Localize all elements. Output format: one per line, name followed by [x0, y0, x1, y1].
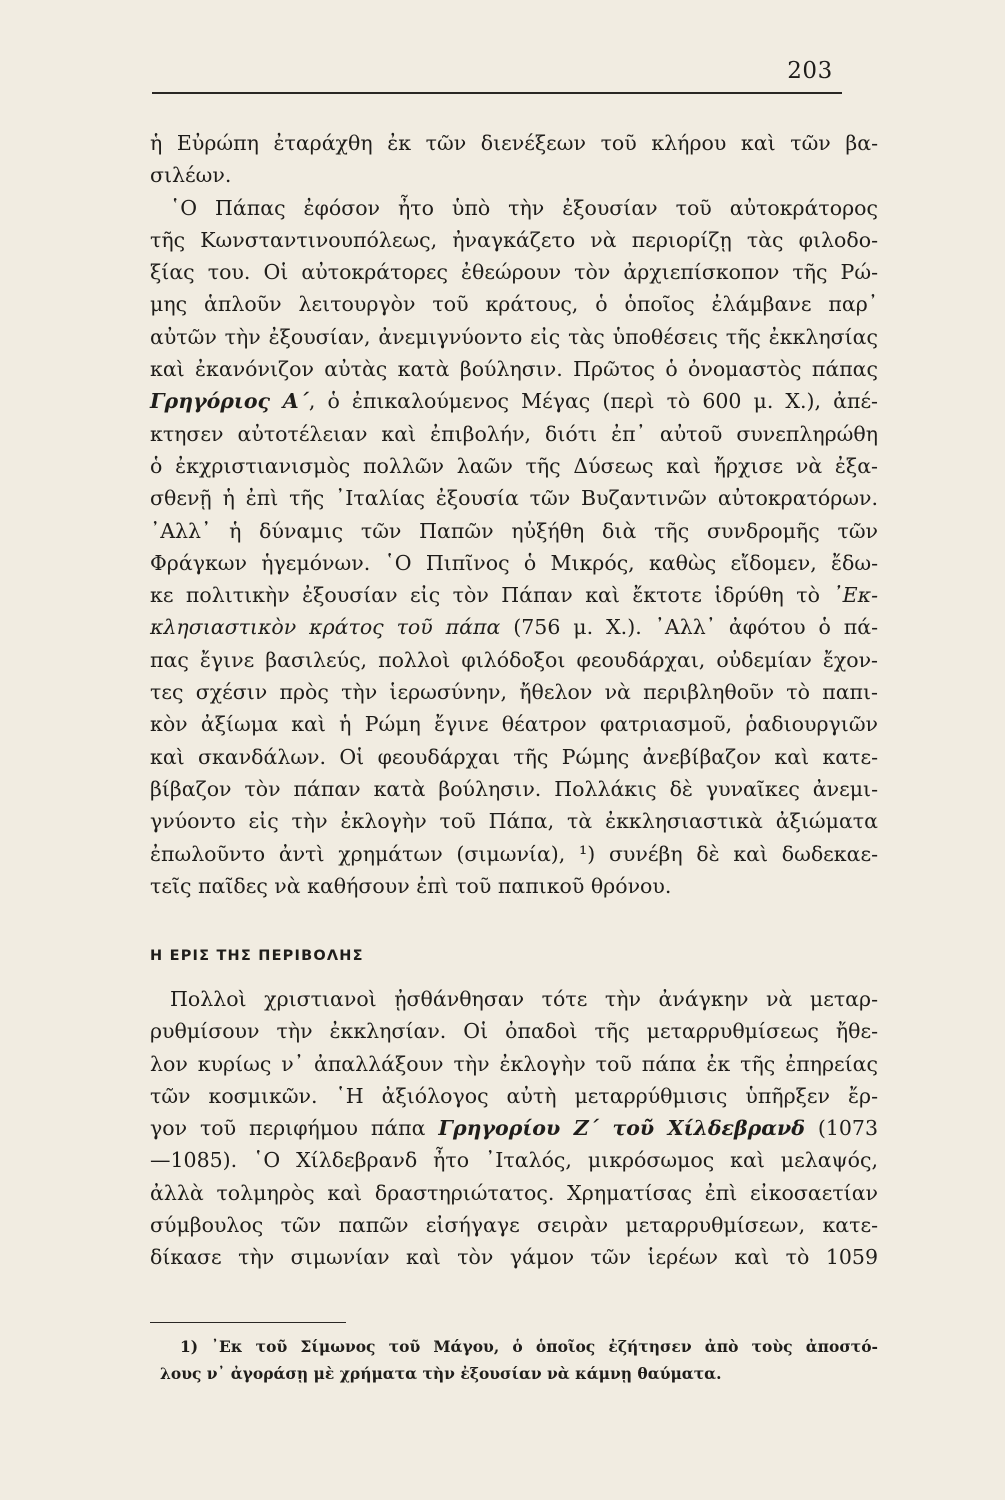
text-line: καὶ σκανδάλων. Οἱ φεουδάρχαι τῆς Ρώμης ἀνεβίβαζον καὶ κατε-	[150, 744, 878, 769]
text-line: τῶν κοσμικῶν. ῾Η ἀξιόλογος αὐτὴ μεταρρύθμισις ὑπῆρξεν ἔρ-	[150, 1083, 878, 1108]
text-line: κὸν ἀξίωμα καὶ ἡ Ρώμη ἔγινε θέατρον φατριασμοῦ, ῥαδιουργιῶν	[150, 712, 878, 737]
text-line	[150, 611, 878, 643]
text-line: δίκασε τὴν σιμωνίαν καὶ τὸν γάμον τῶν ἱερέων καὶ τὸ 1059	[150, 1245, 878, 1270]
text-fragment: (756 μ. Χ.). ᾽Αλλ᾽ ἀφότου ὁ πά-	[500, 615, 879, 640]
text-line: τῆς Κωνσταντινουπόλεως, ἠναγκάζετο νὰ περιορίζῃ τὰς φιλοδο-	[150, 227, 878, 252]
emphasis-gregory-vii: Γρηγορίου Ζ΄ τοῦ Χίλδεβρανδ	[438, 1116, 805, 1141]
footnote-text	[160, 1333, 878, 1387]
paragraph-reform	[150, 983, 878, 1274]
text-line	[150, 385, 878, 417]
footnote-line: λους ν᾽ ἀγοράσῃ μὲ χρήματα τὴν ἐξουσίαν νὰ κάμνῃ θαύματα.	[160, 1364, 722, 1383]
text-line: γνύοντο εἰς τὴν ἐκλογὴν τοῦ Πάπα, τὰ ἐκκλησιαστικὰ ἀξιώματα	[150, 809, 878, 834]
section-heading: Η ΕΡΙΣ ΤΗΣ ΠΕΡΙΒΟΛΗΣ	[150, 948, 364, 964]
text-line: Πολλοὶ χριστιανοὶ ᾐσθάνθησαν τότε τὴν ἀνάγκην νὰ μεταρ-	[170, 987, 878, 1011]
emphasis-gregory-i: Γρηγόριος Α΄	[150, 389, 309, 414]
text-line: ὁ ἐκχριστιανισμὸς πολλῶν λαῶν τῆς Δύσεως καὶ ἤρχισε νὰ ἐξα-	[150, 453, 878, 478]
text-line: ἡ Εὐρώπη ἐταράχθη ἐκ τῶν διενέξεων τοῦ κλήρου καὶ τῶν βα-	[150, 131, 878, 155]
text-fragment: (1073	[804, 1116, 878, 1141]
text-line: σθενῇ ἡ ἐπὶ τῆς ᾽Ιταλίας ἐξουσία τῶν Βυζαντινῶν αὐτοκρατόρων.	[150, 486, 878, 511]
footnote-line: 1) ᾽Εκ τοῦ Σίμωνος τοῦ Μάγου, ὁ ὁποῖος ἐζήτησεν ἀπὸ τοὺς ἀποστό-	[180, 1337, 878, 1356]
text-line: πας ἔγινε βασιλεύς, πολλοὶ φιλόδοξοι φεουδάρχαι, οὐδεμίαν ἔχον-	[150, 647, 878, 672]
emphasis-papal-state: ᾽Εκ-	[832, 583, 878, 608]
text-line: τεῖς παῖδες νὰ καθήσουν ἐπὶ τοῦ παπικοῦ θρόνου.	[150, 873, 672, 898]
text-line: Φράγκων ἡγεμόνων. ῾Ο Πιπῖνος ὁ Μικρός, καθὼς εἴδομεν, ἔδω-	[150, 550, 878, 575]
text-line: ᾽Αλλ᾽ ἡ δύναμις τῶν Παπῶν ηὐξήθη διὰ τῆς συνδρομῆς τῶν	[150, 518, 878, 543]
text-line: ἀλλὰ τολμηρὸς καὶ δραστηριώτατος. Χρηματίσας ἐπὶ εἰκοσαετίαν	[150, 1180, 878, 1205]
page-number: 203	[787, 58, 833, 84]
text-line: μης ἁπλοῦν λειτουργὸν τοῦ κράτους, ὁ ὁποῖος ἐλάμβανε παρ᾽	[150, 292, 878, 317]
text-fragment: γον τοῦ περιφήμου πάπα	[150, 1116, 439, 1141]
header-rule	[152, 92, 842, 94]
text-line: βίβαζον τὸν πάπαν κατὰ βούλησιν. Πολλάκις δὲ γυναῖκες ἀνεμι-	[150, 776, 878, 801]
footnote	[160, 1333, 878, 1387]
paragraph-intro	[150, 127, 878, 192]
text-line	[150, 579, 878, 611]
text-line: καὶ ἐκανόνιζον αὐτὰς κατὰ βούλησιν. Πρῶτος ὁ ὀνομαστὸς πάπας	[150, 357, 878, 382]
text-line	[150, 1112, 878, 1144]
text-line: σύμβουλος τῶν παπῶν εἰσήγαγε σειρὰν μεταρρυθμίσεων, κατε-	[150, 1213, 878, 1238]
emphasis-papal-state: κλησιαστικὸν κράτος τοῦ πάπα	[150, 615, 501, 640]
text-fragment: , ὁ ἐπικαλούμενος Μέγας (περὶ τὸ 600 μ. Χ.), ἀπέ-	[308, 389, 878, 414]
text-fragment: κε πολιτικὴν ἐξουσίαν εἰς τὸν Πάπαν καὶ ἔκτοτε ἱδρύθη τὸ	[150, 583, 833, 608]
text-line: κτησεν αὐτοτέλειαν καὶ ἐπιβολήν, διότι ἐπ᾽ αὐτοῦ συνεπληρώθη	[150, 421, 878, 446]
text-line: τες σχέσιν πρὸς τὴν ἱερωσύνην, ἤθελον νὰ περιβληθοῦν τὸ παπι-	[150, 680, 878, 705]
section-text	[150, 983, 878, 1274]
text-line: ρυθμίσουν τὴν ἐκκλησίαν. Οἱ ὀπαδοὶ τῆς μεταρρυθμίσεως ἤθε-	[150, 1019, 878, 1044]
main-text	[150, 127, 878, 902]
paragraph-papacy	[150, 192, 878, 903]
text-line: ῾Ο Πάπας ἐφόσον ἦτο ὑπὸ τὴν ἐξουσίαν τοῦ αὐτοκράτορος	[170, 195, 878, 220]
text-line: αὐτῶν τὴν ἐξουσίαν, ἀνεμιγνύοντο εἰς τὰς ὑποθέσεις τῆς ἐκκλησίας	[150, 324, 878, 349]
text-line: ξίας του. Οἱ αὐτοκράτορες ἐθεώρουν τὸν ἀρχιεπίσκοπον τῆς Ρώ-	[150, 260, 878, 285]
text-line: ἐπωλοῦντο ἀντὶ χρημάτων (σιμωνία), ¹) συνέβη δὲ καὶ δωδεκαε-	[150, 841, 878, 866]
text-line: σιλέων.	[150, 163, 232, 188]
footnote-rule	[150, 1322, 346, 1323]
text-line: —1085). ῾Ο Χίλδεβρανδ ἦτο ᾽Ιταλός, μικρόσωμος καὶ μελαψός,	[150, 1148, 878, 1173]
text-line: λον κυρίως ν᾽ ἀπαλλάξουν τὴν ἐκλογὴν τοῦ πάπα ἐκ τῆς ἐπηρείας	[150, 1051, 878, 1076]
